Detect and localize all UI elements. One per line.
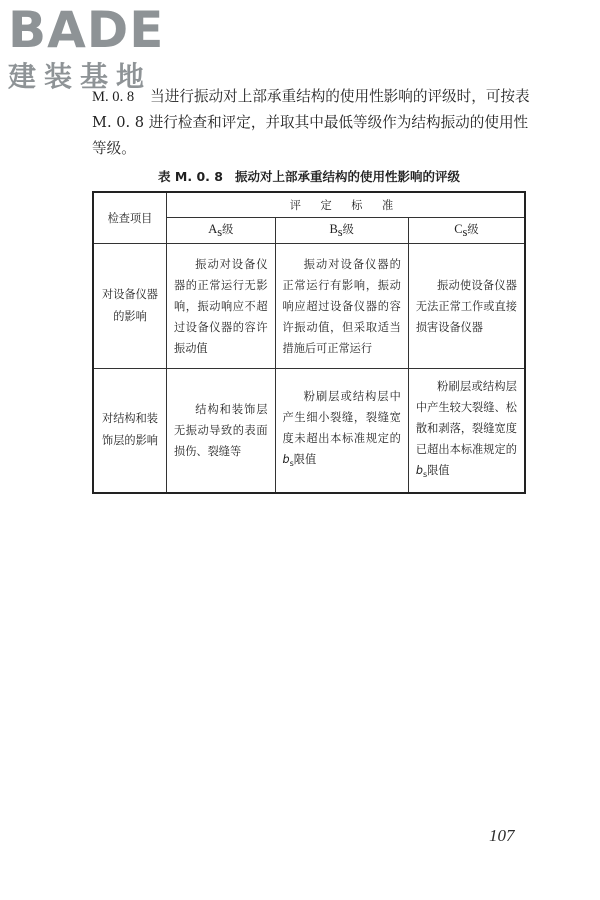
table-row <box>93 369 525 493</box>
level-b-header: $B_s$级 <box>275 218 408 244</box>
section-number: M. 0. 8 <box>92 89 135 105</box>
section-paragraph <box>92 84 532 162</box>
level-c-header: $C_s$级 <box>408 218 525 244</box>
cell-equipment-c: 振动使设备仪器无法正常工作或直接损害设备仪器 <box>408 244 525 369</box>
table-row <box>93 244 525 369</box>
logo-wordmark: BADE <box>8 1 165 59</box>
table-caption-title: 振动对上部承重结构的使用性影响的评级 <box>234 169 460 184</box>
cell-structure-c: 粉刷层或结构层中产生较大裂缝、松散和剥落，裂缝宽度已超出本标准规定的$b_s$限值 <box>408 369 525 493</box>
cell-structure-b: 粉刷层或结构层中产生细小裂缝，裂缝宽度未超出本标准规定的$b_s$限值 <box>275 369 408 493</box>
cell-equipment-b: 振动对设备仪器的正常运行有影响，振动响应超过设备仪器的容许振动值，但采取适当措施后可正常运行 <box>275 244 408 369</box>
row-item-equipment: 对设备仪器的影响 <box>93 244 167 369</box>
page-number: 107 <box>489 826 515 845</box>
cell-equipment-a: 振动对设备仪器的正常运行无影响，振动响应不超过设备仪器的容许振动值 <box>167 244 276 369</box>
table-caption <box>92 167 526 185</box>
table-header-row <box>93 192 525 218</box>
header-criteria: 评 定 标 准 <box>167 192 526 218</box>
header-inspection-item: 检查项目 <box>93 192 167 244</box>
rating-table <box>92 191 526 494</box>
section-text: 当进行振动对上部承重结构的使用性影响的评级时，可按表 M. 0. 8 进行检查和评定，并取其中最低等级作为结构振动的使用性等级。 <box>92 88 530 157</box>
table-caption-number: 表 M. 0. 8 <box>158 169 223 184</box>
logo-chinese-text: 建装基地 <box>8 60 153 93</box>
row-item-structure: 对结构和装饰层的影响 <box>93 369 167 493</box>
level-a-header: $A_s$级 <box>167 218 276 244</box>
cell-structure-a: 结构和装饰层无振动导致的表面损伤、裂缝等 <box>167 369 276 493</box>
